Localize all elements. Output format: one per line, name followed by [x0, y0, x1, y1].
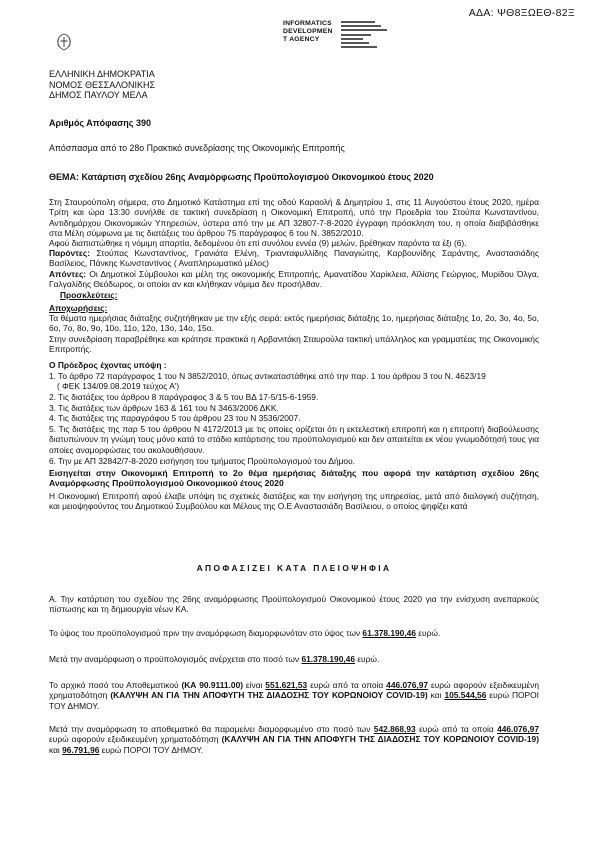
decision-heading: ΑΠΟΦΑΣΙΖΕΙ ΚΑΤΑ ΠΛΕΙΟΨΗΦΙΑ — [196, 563, 392, 573]
decision-number: Αριθμός Απόφασης 390 — [49, 118, 151, 128]
introduces-paragraph: Εισηγείται στην Οικονομική Επιτροπή το 2ο θέμα ημερήσιας διάταξης που αφορά την κατάρτιση σχεδίου 26ης Αναμόρφωσης Προϋπολογισμού Οικονομικού έτους 2020 — [49, 468, 539, 489]
text: Μετά την αναμόρφωση ο προϋπολογισμός ανέρχεται στο ποσό των — [49, 654, 302, 664]
text: ευρώ από τα οποία — [307, 680, 387, 690]
ada-code: ΑΔΑ: ΨΘ8ΞΩΕΘ-82Ξ — [468, 7, 575, 19]
logo-line: INFORMATICS — [283, 20, 332, 27]
amount: 105.544,56 — [444, 690, 487, 701]
text: Μετά την αναμόρφωση το αποθεματικό θα παραμείνει διαμορφωμένο στο ποσό των — [49, 724, 374, 734]
reserve-code: (ΚΑ 90.9111.00) — [181, 680, 244, 690]
quorum-line: Αφού διαπιστώθηκε η νόμιμη απαρτία, δεδομένου ότι επί συνόλου εννέα (9) μελών, βρέθηκαν παρόντα τα έξι (6). — [49, 238, 467, 248]
paragraph-a: Α. Την κατάρτιση του σχεδίου της 26ης αναμόρφωσης Προϋπολογισμού Οικονομικού έτους 2020 για την ενίσχυση ανεπαρκούς πίστωσης και τη δημιουργία νέων ΚΑ. — [49, 594, 539, 615]
covid-label: (ΚΑΛΥΨΗ ΑΝ ΓΙΑ ΤΗΝ ΑΠΟΦΥΓΗ ΤΗΣ ΔΙΑΔΟΣΗΣ ΤΟΥ ΚΟΡΩΝΟΙΟΥ COVID-19) — [110, 690, 428, 701]
law-item: 2. Τις διατάξεις του άρθρου 8 παράγραφος 3 & 5 του ΒΔ 17-5/15-6-1959. — [49, 392, 319, 402]
invited-label: Προσκλεύτεις: — [60, 290, 118, 300]
absent-label: Απόντες: — [49, 269, 87, 279]
budget-after-line — [49, 654, 539, 664]
organization-block — [49, 69, 155, 101]
chair-label: Ο Πρόεδρος έχοντας υπόψη : — [49, 360, 167, 370]
text: ευρώ αφορούν εξειδικευμένη χρηματοδότηση — [49, 734, 222, 745]
text: ευρώ από τα οποία — [415, 724, 498, 734]
present-text: Στούπας Κωνσταντίνος, Γρανιάτα Ελένη, Τριανταφυλλίδης Παναγιώτης, Καρβουνίδης Σαράντης, Αναστασιάδης Βασίλειος, Πάνκης Κωνσταντίνος ( Αναπληρωματικό μέλος) — [49, 248, 539, 269]
law-item: 6. Την με ΑΠ 32842/7-8-2020 εισήγηση του τμήματος Προϋπολογισμού του Δήμου. — [49, 456, 355, 466]
org-line: ΝΟΜΟΣ ΘΕΣΣΑΛΟΝΙΚΗΣ — [49, 79, 156, 90]
present-paragraph — [49, 248, 539, 269]
amount: 551.621,53 — [265, 680, 308, 690]
logo-line: T AGENCY — [283, 36, 320, 43]
law-item: 1. Το άρθρο 72 παράγραφος 1 του Ν 3852/2010, όπως αντικαταστάθηκε από την παρ. 1 του άρθρου 3 του Ν. 4623/19 — [49, 371, 486, 381]
budget-before-line — [49, 628, 539, 638]
text: Το ύψος του προϋπολογισμού πριν την αναμόρφωση διαμορφωνόταν στο ύψος των — [49, 628, 363, 638]
logo-microtext — [341, 21, 393, 53]
text: ευρώ. — [415, 628, 441, 638]
law-item: 5. Τις διατάξεις της παρ 5 του άρθρου Ν 4172/2013 με τις οποίες ορίζεται ότι η εκτελεστική επιτροπή και η επιτροπή διαβούλευσης διατυπώνουν τη γνώμη τους μόνο κατά το στάδιο κατάρτισης του προϋπολογισμού και δεν απαιτείται εκ νέου γνωμοδότησή τους για οποίες αναμορφώσεις του ακολουθήσουν. — [49, 424, 539, 455]
logo-brand — [283, 20, 333, 44]
withdrawals-label: Αποχωρήσεις: — [49, 303, 108, 313]
org-line: ΔΗΜΟΣ ΠΑΥΛΟΥ ΜΕΛΑ — [49, 90, 148, 100]
diavgeia-logo — [283, 20, 393, 54]
amount-before: 61.378.190,46 — [362, 628, 416, 638]
absent-text: Οι Δημοτικοί Σύμβουλοι και μέλη της οικονομικής Επιτροπής, Αμανατίδου Χαρίκλεια, Αϊλίσης Γεώργιος, Μυρίδου Όλγα, Γαλγαλίδης Θεόδωρος, οι οποίοι αν και κλήθηκαν νόμιμα δεν προσήλθαν. — [49, 269, 539, 290]
text: ευρώ. — [355, 654, 380, 664]
law-item: ( ΦΕΚ 134/09.08.2019 τεύχος Α') — [57, 381, 180, 391]
present-label: Παρόντες: — [49, 248, 91, 258]
amount: 446.076,97 — [386, 680, 429, 690]
subject-line: ΘΕΜΑ: Κατάρτιση σχεδίου 26ης Αναμόρφωσης Προϋπολογισμού Οικονομικού έτους 2020 — [49, 172, 434, 182]
logo-line: DEVELOPMEN — [283, 28, 333, 35]
text: ευρώ ΠΟΡΟΙ ΤΟΥ ΔΗΜΟΥ. — [99, 744, 204, 755]
reserve-paragraph — [49, 680, 539, 711]
text: Το αρχικό ποσό του Αποθεματικού — [49, 680, 182, 690]
text: ευρώ ΠΟΡΟΙ ΤΟΥ ΔΗΜΟΥ. — [49, 690, 539, 711]
agenda-paragraph: Τα θέματα ημερήσιας διάταξης συζητήθηκαν με την εξής σειρά: εκτός ημερήσιας διάταξης 1ο, ημερήσιας διάταξης 1ο, 2ο, 3ο, 4ο, 5ο, 6ο, 7ο, 8ο, 9ο, 10ο, 11ο, 12ο, 13ο, 14ο, 15ο. — [49, 313, 539, 334]
amount: 446.076,97 — [497, 724, 539, 734]
org-line: ΕΛΛΗΝΙΚΗ ΔΗΜΟΚΡΑΤΙΑ — [49, 69, 155, 79]
absent-paragraph — [49, 269, 539, 290]
amount: 542.868,93 — [373, 724, 416, 734]
law-item: 3. Τις διατάξεις των άρθρων 163 & 161 του Ν 3463/2006 ΔΚΚ. — [49, 403, 279, 413]
law-item: 4. Τις διατάξεις της παραγράφου 5 του άρθρου 23 του Ν 3536/2007. — [49, 413, 301, 423]
covid-label: (ΚΑΛΥΨΗ ΑΝ ΓΙΑ ΤΗΝ ΑΠΟΦΥΓΗ ΤΗΣ ΔΙΑΔΟΣΗΣ ΤΟΥ ΚΟΡΩΝΟΙΟΥ COVID-19) — [221, 734, 539, 745]
amount: 96.791,96 — [62, 744, 100, 755]
excerpt-line: Απόσπασμα από το 28ο Πρακτικό συνεδρίασης της Οικονομικής Επιτροπής — [49, 143, 345, 153]
secretary-paragraph: Στην συνεδρίαση παραβρέθηκε και κράτησε πρακτικά η Αρβανιτάκη Σταυρούλα τακτική υπάλληλος και γραμματέας της Οικονομικής Επιτροπής. — [49, 334, 539, 355]
text: και — [427, 690, 445, 701]
intro-paragraph: Στη Σταυρούπολη σήμερα, στο Δημοτικό Κατάστημα επί της οδού Καραολή & Δημητρίου 1, στις 11 Αυγούστου έτους 2020, ημέρα Τρίτη και ώρα 13:30 συνήλθε σε τακτική συνεδρίαση η Οικονομική Επιτροπή, υπό την Προεδρία του Στούπα Κωνσταντίνου, Αντιδημάρχου Οικονομικών Υπηρεσιών, ύστερα από την με ΑΠ 32807-7-8-2020 έγγραφη πρόσκληση του, η οποία διαβιβάσθηκε στα Μέλη σύμφωνα με τις διατάξεις του άρθρου 75 παράγραφος 6 του Ν. 3852/2010. — [49, 197, 539, 239]
text: ευρώ αφορούν εξειδικευμένη χρηματοδότηση — [49, 680, 539, 701]
amount-after: 61.378.190,46 — [301, 654, 355, 664]
committee-paragraph: Η Οικονομική Επιτροπή αφού έλαβε υπόψη τις σχετικές διατάξεις και την εισήγηση της υπηρεσίας, μετά από διαλογική συζήτηση, και μειοψηφούντος του Δημοτικού Συμβούλου και Μέλους της Ο.Ε Αναστασιάδη Βασίλειου, ο οποίος ψηφίζει κατά — [49, 491, 539, 512]
remaining-paragraph — [49, 724, 539, 755]
greek-emblem-icon — [56, 33, 72, 51]
text: είναι — [243, 680, 266, 690]
text: και — [49, 744, 63, 755]
